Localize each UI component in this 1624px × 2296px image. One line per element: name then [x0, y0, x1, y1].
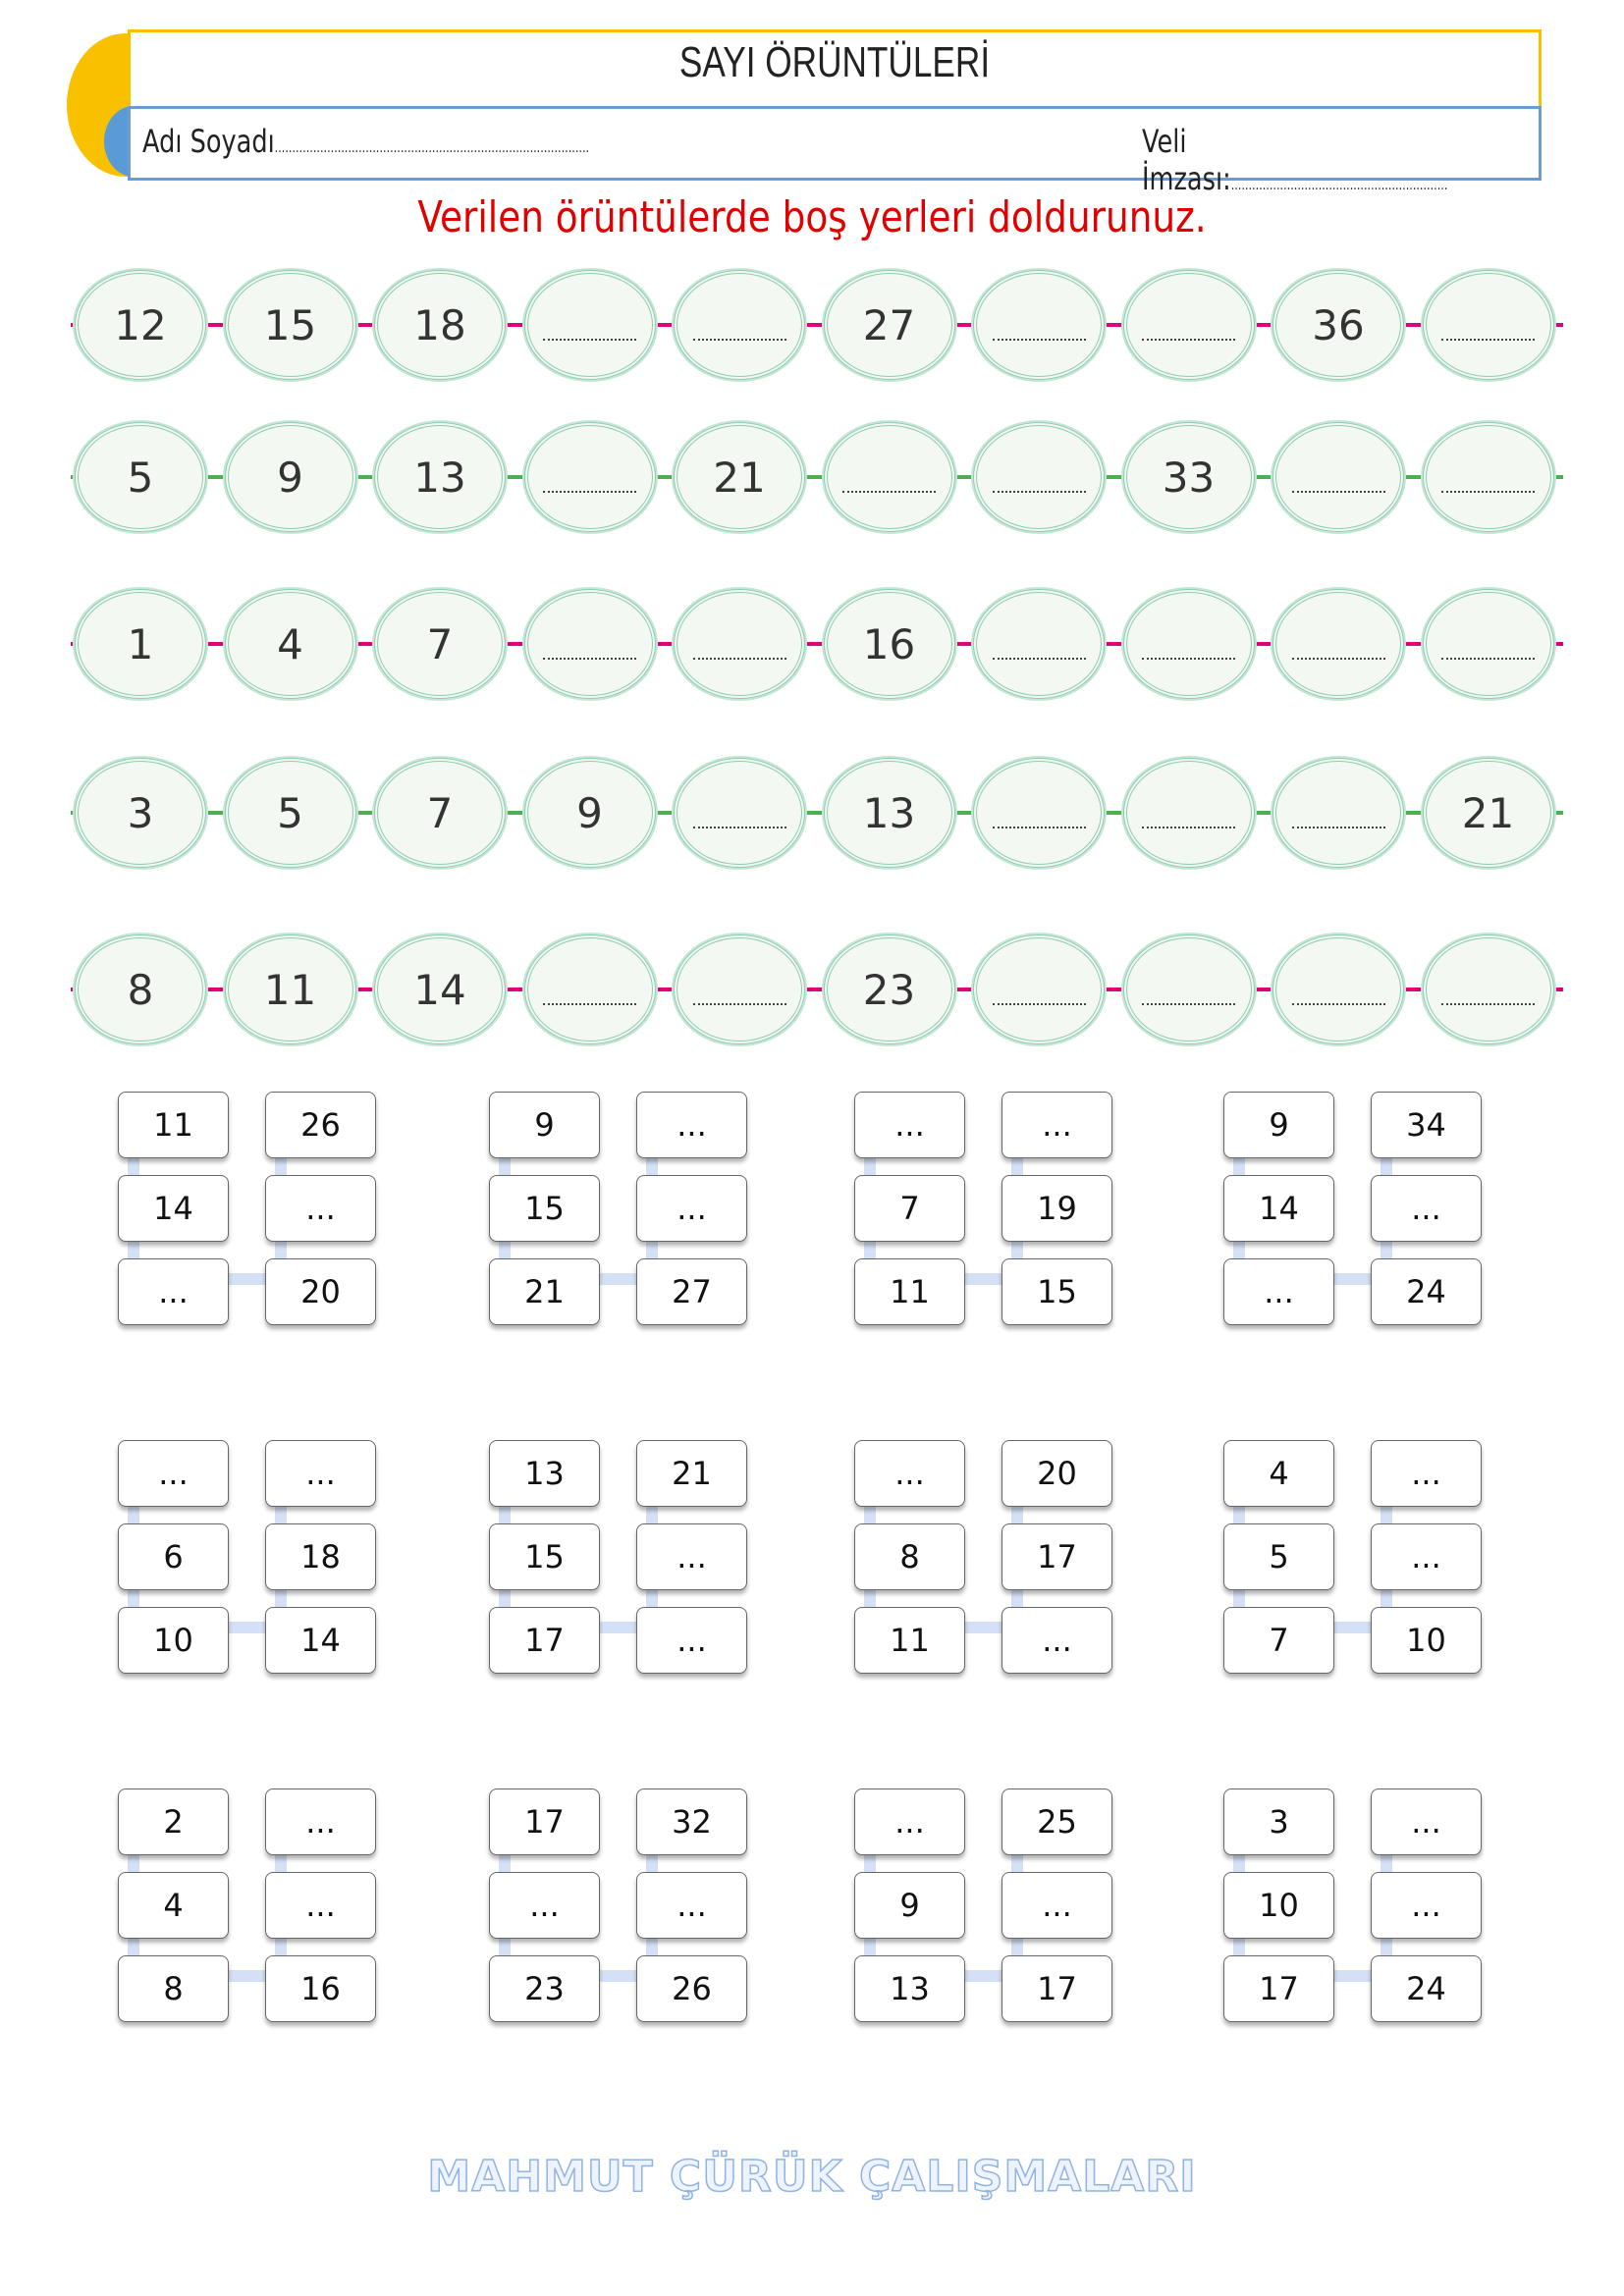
blank-box[interactable]: ... — [265, 1872, 376, 1939]
blank-oval[interactable] — [1272, 758, 1404, 868]
number-oval: 21 — [674, 422, 805, 532]
blank-box[interactable]: ... — [854, 1789, 965, 1855]
number-box: 20 — [265, 1258, 376, 1325]
box-pattern-group — [1223, 1789, 1484, 2024]
blank-oval[interactable] — [1123, 758, 1255, 868]
blank-oval[interactable] — [1123, 934, 1255, 1044]
blank-oval[interactable] — [674, 589, 805, 699]
number-box: 20 — [1001, 1440, 1112, 1507]
parent-signature-label: Veli İmzası: — [1142, 123, 1231, 197]
number-box: 19 — [1001, 1175, 1112, 1242]
blank-oval[interactable] — [524, 270, 656, 380]
blank-box[interactable]: ... — [265, 1440, 376, 1507]
number-box: 3 — [1223, 1789, 1334, 1855]
number-box: 21 — [636, 1440, 747, 1507]
blank-box[interactable]: ... — [1223, 1258, 1334, 1325]
blank-oval[interactable] — [973, 589, 1105, 699]
number-box: 24 — [1371, 1955, 1482, 2022]
student-info-bar — [128, 106, 1542, 197]
blank-oval[interactable] — [1272, 422, 1404, 532]
number-oval: 33 — [1123, 422, 1255, 532]
pattern-row — [71, 270, 1563, 380]
number-box: 15 — [489, 1523, 600, 1590]
box-pattern-group — [854, 1789, 1114, 2024]
box-pattern-group — [489, 1092, 749, 1327]
blank-box[interactable]: ... — [636, 1175, 747, 1242]
number-box: 4 — [1223, 1440, 1334, 1507]
blank-box[interactable]: ... — [854, 1092, 965, 1158]
number-oval: 27 — [824, 270, 955, 380]
number-oval: 16 — [824, 589, 955, 699]
box-pattern-group — [1223, 1440, 1484, 1676]
number-box: 9 — [854, 1872, 965, 1939]
blank-box[interactable]: ... — [854, 1440, 965, 1507]
pattern-row — [71, 422, 1563, 532]
number-oval: 5 — [225, 758, 356, 868]
number-oval: 9 — [225, 422, 356, 532]
name-dots: .......................................................................................... — [274, 140, 590, 156]
number-oval: 7 — [374, 589, 506, 699]
blank-box[interactable]: ... — [118, 1258, 229, 1325]
number-box: 11 — [118, 1092, 229, 1158]
box-pattern-group — [489, 1440, 749, 1676]
number-box: 17 — [489, 1789, 600, 1855]
number-box: 26 — [636, 1955, 747, 2022]
number-box: 13 — [489, 1440, 600, 1507]
number-box: 6 — [118, 1523, 229, 1590]
number-box: 10 — [1371, 1607, 1482, 1674]
blank-oval[interactable] — [1423, 589, 1554, 699]
number-oval: 7 — [374, 758, 506, 868]
number-oval: 23 — [824, 934, 955, 1044]
number-oval: 5 — [75, 422, 206, 532]
number-box: 14 — [1223, 1175, 1334, 1242]
blank-oval[interactable] — [973, 758, 1105, 868]
blank-box[interactable]: ... — [636, 1092, 747, 1158]
number-box: 15 — [489, 1175, 600, 1242]
blank-oval[interactable] — [1423, 422, 1554, 532]
number-box: 8 — [118, 1955, 229, 2022]
page-title: SAYI ÖRÜNTÜLERİ — [678, 38, 991, 86]
box-pattern-group — [118, 1092, 378, 1327]
blank-box[interactable]: ... — [636, 1607, 747, 1674]
number-box: 27 — [636, 1258, 747, 1325]
blank-box[interactable]: ... — [1371, 1789, 1482, 1855]
number-box: 34 — [1371, 1092, 1482, 1158]
box-pattern-group — [118, 1789, 378, 2024]
number-box: 11 — [854, 1258, 965, 1325]
blank-oval[interactable] — [674, 758, 805, 868]
number-box: 17 — [1223, 1955, 1334, 2022]
number-box: 23 — [489, 1955, 600, 2022]
blank-box[interactable]: ... — [1001, 1872, 1112, 1939]
number-oval: 12 — [75, 270, 206, 380]
blank-box[interactable]: ... — [636, 1523, 747, 1590]
number-oval: 3 — [75, 758, 206, 868]
number-oval: 15 — [225, 270, 356, 380]
blank-oval[interactable] — [524, 422, 656, 532]
blank-box[interactable]: ... — [1001, 1607, 1112, 1674]
blank-box[interactable]: ... — [265, 1175, 376, 1242]
number-oval: 36 — [1272, 270, 1404, 380]
box-pattern-group — [854, 1440, 1114, 1676]
blank-box[interactable]: ... — [1371, 1872, 1482, 1939]
blank-oval[interactable] — [1423, 270, 1554, 380]
instruction: Verilen örüntülerde boş yerleri doldurunuz. — [417, 192, 1207, 242]
number-oval: 8 — [75, 934, 206, 1044]
number-oval: 13 — [374, 422, 506, 532]
number-box: 7 — [854, 1175, 965, 1242]
number-box: 18 — [265, 1523, 376, 1590]
number-box: 4 — [118, 1872, 229, 1939]
box-pattern-group — [854, 1092, 1114, 1327]
number-box: 9 — [1223, 1092, 1334, 1158]
number-oval: 11 — [225, 934, 356, 1044]
footer-watermark: MAHMUT ÇÜRÜK ÇALIŞMALARI — [427, 2152, 1197, 2202]
number-box: 8 — [854, 1523, 965, 1590]
number-oval: 13 — [824, 758, 955, 868]
blank-oval[interactable] — [674, 934, 805, 1044]
pattern-row — [71, 589, 1563, 699]
number-box: 16 — [265, 1955, 376, 2022]
pattern-row — [71, 934, 1563, 1044]
pattern-row — [71, 758, 1563, 868]
blank-box[interactable]: ... — [1001, 1092, 1112, 1158]
number-box: 17 — [1001, 1955, 1112, 2022]
blank-box[interactable]: ... — [1371, 1175, 1482, 1242]
number-box: 14 — [118, 1175, 229, 1242]
blank-box[interactable]: ... — [265, 1789, 376, 1855]
parent-signature-dots: .............................................................. — [1230, 178, 1448, 193]
blank-box[interactable]: ... — [1371, 1440, 1482, 1507]
name-field[interactable] — [142, 123, 589, 160]
number-box: 32 — [636, 1789, 747, 1855]
number-box: 15 — [1001, 1258, 1112, 1325]
blank-oval[interactable] — [1123, 589, 1255, 699]
number-oval: 4 — [225, 589, 356, 699]
parent-signature-field[interactable] — [1142, 123, 1459, 197]
blank-oval[interactable] — [674, 270, 805, 380]
blank-box[interactable]: ... — [118, 1440, 229, 1507]
number-box: 13 — [854, 1955, 965, 2022]
blank-box[interactable]: ... — [1371, 1523, 1482, 1590]
number-box: 24 — [1371, 1258, 1482, 1325]
box-pattern-group — [489, 1789, 749, 2024]
blank-oval[interactable] — [1423, 934, 1554, 1044]
number-box: 14 — [265, 1607, 376, 1674]
box-pattern-group — [118, 1440, 378, 1676]
number-box: 5 — [1223, 1523, 1334, 1590]
name-label: Adı Soyadı — [142, 123, 275, 160]
blank-oval[interactable] — [524, 589, 656, 699]
title-bar — [128, 29, 1542, 108]
number-box: 25 — [1001, 1789, 1112, 1855]
blank-oval[interactable] — [524, 934, 656, 1044]
number-box: 17 — [489, 1607, 600, 1674]
number-box: 10 — [118, 1607, 229, 1674]
number-box: 26 — [265, 1092, 376, 1158]
number-oval: 9 — [524, 758, 656, 868]
number-box: 2 — [118, 1789, 229, 1855]
blank-oval[interactable] — [824, 422, 955, 532]
number-oval: 1 — [75, 589, 206, 699]
box-pattern-group — [1223, 1092, 1484, 1327]
blank-oval[interactable] — [1123, 270, 1255, 380]
blank-oval[interactable] — [1272, 934, 1404, 1044]
number-box: 9 — [489, 1092, 600, 1158]
number-oval: 14 — [374, 934, 506, 1044]
number-box: 10 — [1223, 1872, 1334, 1939]
number-box: 21 — [489, 1258, 600, 1325]
number-oval: 18 — [374, 270, 506, 380]
blank-oval[interactable] — [973, 270, 1105, 380]
number-box: 17 — [1001, 1523, 1112, 1590]
blank-oval[interactable] — [1272, 589, 1404, 699]
blank-box[interactable]: ... — [489, 1872, 600, 1939]
blank-oval[interactable] — [973, 422, 1105, 532]
blank-oval[interactable] — [973, 934, 1105, 1044]
blank-box[interactable]: ... — [636, 1872, 747, 1939]
number-box: 7 — [1223, 1607, 1334, 1674]
number-oval: 21 — [1423, 758, 1554, 868]
number-box: 11 — [854, 1607, 965, 1674]
